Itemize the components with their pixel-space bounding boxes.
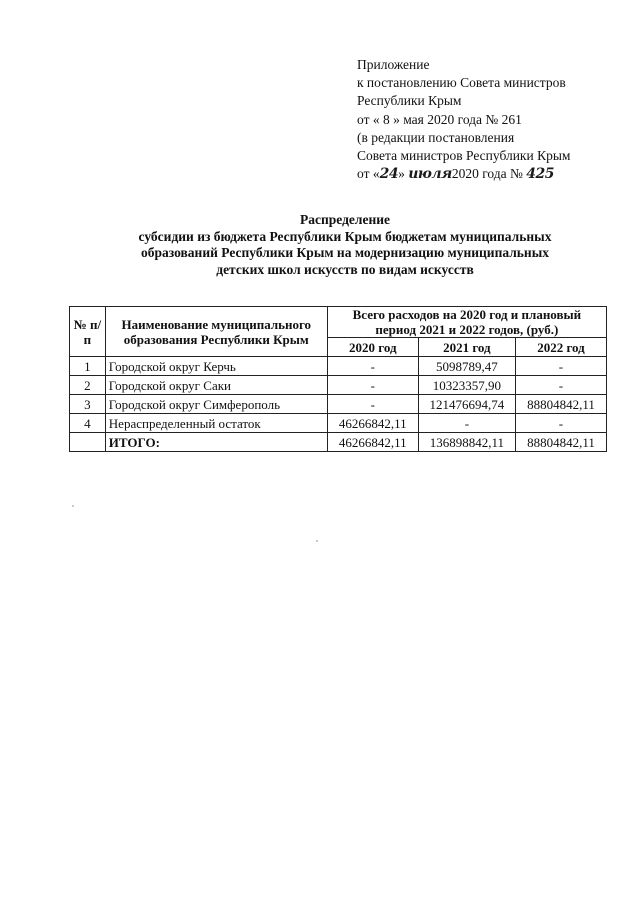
scan-speck [316,540,318,542]
document-title [90,212,600,278]
table-row [70,414,607,433]
title-line-3: детских школ искусств по видам искусств [216,261,474,277]
row-number: 4 [70,414,106,433]
row-2021: 5098789,47 [418,357,515,376]
row-2022: - [515,357,606,376]
header-2021: 2021 год [418,338,515,357]
appendix-republic: Республики Крым [357,93,462,109]
row-name: Городской округ Симферополь [105,395,327,414]
row-2020: 46266842,11 [327,414,418,433]
total-label: ИТОГО: [105,433,327,452]
handwritten-number: 425 [526,166,554,183]
appendix-reference: к постановлению Совета министров [357,75,566,91]
title-line-2: образований Республики Крым на модернизацию муниципальных [140,245,550,260]
row-2022: 88804842,11 [515,395,606,414]
appendix-revision: (в редакции постановления [357,129,515,145]
revision-year: 2020 года № [451,166,523,182]
appendix-council: Совета министров Республики Крым [357,148,571,164]
handwritten-month: июля [408,166,452,183]
header-2020: 2020 год [327,338,418,357]
table-row [70,376,607,395]
title-line-1: субсидии из бюджета Республики Крым бюджетам муниципальных [138,228,552,244]
scan-speck [72,505,74,507]
row-name: Нераспределенный остаток [105,414,327,433]
row-2022: - [515,414,606,433]
row-number: 3 [70,395,106,414]
total-2021: 136898842,11 [418,433,515,452]
title-heading: Распределение [299,212,391,227]
row-2021: 121476694,74 [418,395,515,414]
distribution-table [69,306,607,452]
header-2022: 2022 год [515,338,606,357]
total-2020: 46266842,11 [327,433,418,452]
appendix-date-number: от « 8 » мая 2020 года № 261 [357,111,522,127]
row-name: Городской округ Керчь [105,357,327,376]
row-2022: - [515,376,606,395]
header-row [70,307,607,338]
total-number [70,433,106,452]
row-number: 2 [70,376,106,395]
header-name: Наименование муниципального образования Республики Крым [105,307,327,357]
header-total: Всего расходов на 2020 год и плановый период 2021 и 2022 годов, (руб.) [327,307,606,338]
row-number: 1 [70,357,106,376]
total-row [70,433,607,452]
table-row [70,357,607,376]
row-2021: 10323357,90 [418,376,515,395]
appendix-revision-date [357,165,627,183]
appendix-title: Приложение [357,57,430,72]
revision-date-mid: » [398,166,405,182]
revision-date-prefix: от « [357,166,380,182]
row-2020: - [327,357,418,376]
total-2022: 88804842,11 [515,433,606,452]
appendix-block [357,56,627,183]
handwritten-day: 24 [379,166,399,183]
row-2021: - [418,414,515,433]
row-2020: - [327,376,418,395]
row-name: Городской округ Саки [105,376,327,395]
row-2020: - [327,395,418,414]
header-number: № п/п [70,307,106,357]
table-row [70,395,607,414]
